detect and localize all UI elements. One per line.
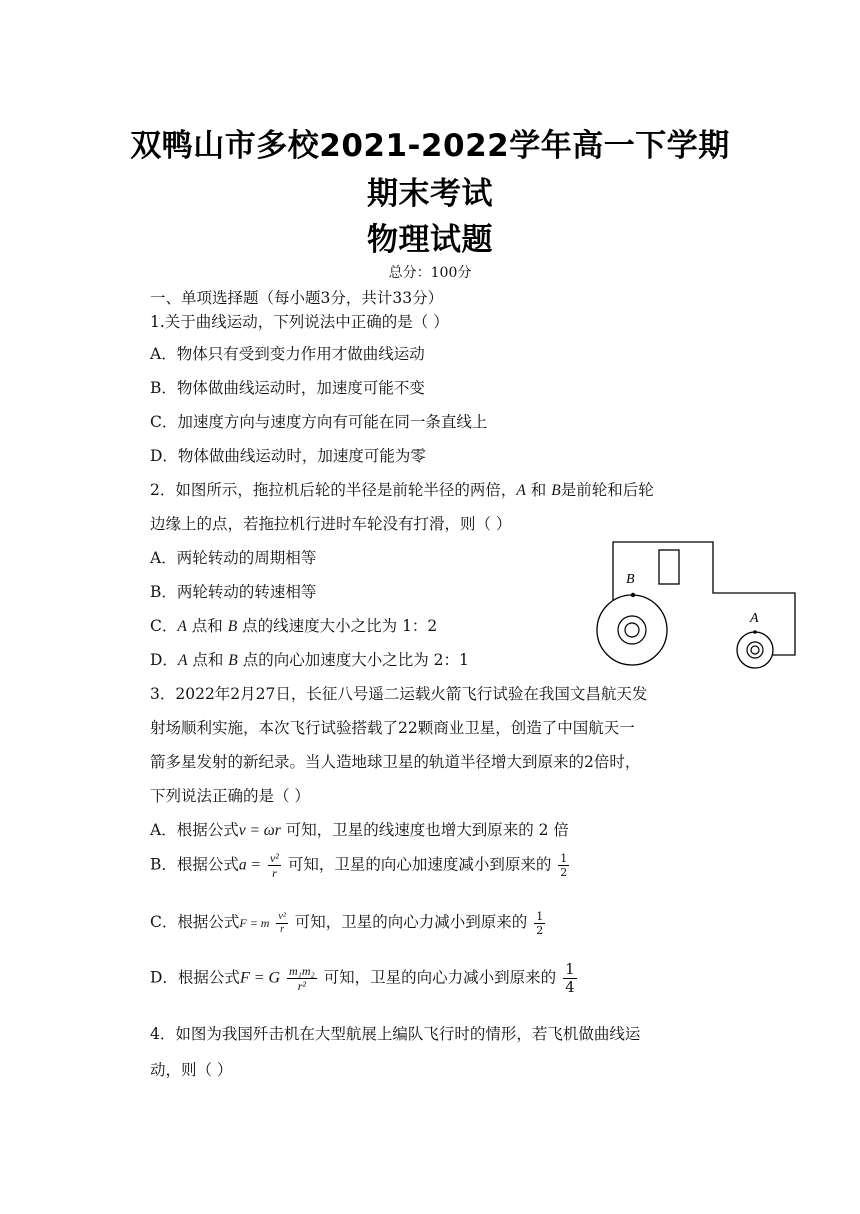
q3-d-ratio-num: 1 [565,960,575,978]
q3-b-ratio [558,853,569,878]
q2-and: 和 [530,481,547,499]
q3-c-lhs: F = m [239,916,270,930]
q3-stem-line3: 箭多星发射的新纪录。当人造地球卫星的轨道半径增大到原来的2倍时， [150,753,641,771]
q1-option-b: B．物体做曲线运动时，加速度可能不变 [150,379,425,397]
q3-d-ratio-den: 4 [565,978,575,996]
q3-c-ratio-num: 1 [536,909,544,923]
q2-option-a: A．两轮转动的周期相等 [150,549,317,567]
q3-a-formula: v = ωr [238,822,281,839]
q3-b-ratio-num: 1 [560,852,568,865]
q4-stem-line1: 4．如图为我国歼击机在大型航展上编队飞行时的情形，若飞机做曲线运 [150,1025,641,1043]
q3-option-b [150,852,571,879]
q2-d-point-a: A [177,652,188,669]
point-a-marker [753,630,757,634]
tractor-diagram [590,538,805,673]
q2-option-d [150,648,469,670]
q3-b-prefix: B．根据公式 [150,855,239,874]
q3-d-prefix: D．根据公式 [150,968,240,987]
q3-c-ratio-den: 2 [536,923,544,937]
q3-d-num: m₁m₂ [289,964,315,978]
q3-b-lhs: a = [238,856,261,874]
q3-option-a [150,818,569,840]
q2-stem-text: 2．如图所示，拖拉机后轮的半径是前轮半径的两倍， [150,481,517,499]
q3-c-formula-fraction [276,912,287,935]
exam-title-line2: 期末考试 [367,176,493,212]
q2-c-prefix: C． [150,617,178,635]
q2-point-a: A [516,482,526,499]
total-score: 总分：100分 [388,265,472,281]
q3-stem-line1: 3．2022年2月27日，长征八号遥二运载火箭飞行试验在我国文昌航天发 [150,685,648,703]
q2-c-mid: 点和 [191,617,223,635]
q2-stem-line1 [150,478,654,500]
section-heading: 一、单项选择题（每小题3分，共计33分） [150,289,444,307]
q2-d-point-b: B [228,652,238,669]
q3-d-lhs: F = G [239,969,281,987]
q3-stem-line2: 射场顺利实施，本次飞行试验搭载了22颗商业卫星，创造了中国航天一 [150,719,635,737]
q2-option-b: B．两轮转动的转速相等 [150,583,317,601]
q1-stem: 1.关于曲线运动，下列说法中正确的是（ ） [150,313,449,331]
q3-d-suffix: 可知，卫星的向心力减小到原来的 [323,968,557,987]
q3-b-ratio-den: 2 [560,866,568,879]
rear-wheel [597,595,667,665]
q2-stem-line2: 边缘上的点，若拖拉机行进时车轮没有打滑，则（ ） [150,515,512,533]
point-a-label: A [750,611,759,626]
q2-c-point-a: A [177,618,187,635]
front-wheel [737,632,773,668]
q3-b-den: r [272,866,277,880]
exam-title-line3: 物理试题 [367,222,493,258]
q3-b-num: v² [269,851,279,865]
point-b-marker [631,593,635,597]
q3-c-num: v² [278,910,286,922]
q3-c-den: r [280,923,285,935]
tractor-window [659,550,679,584]
q2-c-end: 点的线速度大小之比为 1：2 [242,617,438,635]
q2-d-end: 点的向心加速度大小之比为 2：1 [242,651,469,669]
q3-a-suffix: 可知，卫星的线速度也增大到原来的 2 倍 [285,821,569,839]
q3-d-formula-fraction [287,965,317,992]
q2-stem-end: 是前轮和后轮 [560,481,654,499]
q2-point-b: B [551,482,561,499]
q2-c-point-b: B [227,618,238,635]
point-b-label: B [626,572,635,587]
q3-option-d [150,962,579,995]
exam-title-line1: 双鸭山市多校2021-2022学年高一下学期 [130,128,730,164]
q3-d-ratio [563,962,577,995]
q3-c-ratio [534,911,545,936]
q3-b-formula-fraction [268,852,281,879]
q3-stem-line4: 下列说法正确的是（ ） [150,787,310,805]
q1-option-a: A．物体只有受到变力作用才做曲线运动 [150,345,425,363]
q3-c-suffix: 可知，卫星的向心力减小到原来的 [294,913,528,931]
q2-d-prefix: D． [150,651,178,669]
q3-b-suffix: 可知，卫星的向心加速度减小到原来的 [287,855,552,874]
q2-option-c [150,614,437,636]
q2-d-mid: 点和 [192,651,224,669]
q3-d-den: r² [297,979,306,993]
q1-option-c: C．加速度方向与速度方向有可能在同一条直线上 [150,413,488,431]
q1-option-d: D．物体做曲线运动时，加速度可能为零 [150,447,426,465]
q3-a-prefix: A．根据公式 [150,821,239,839]
q3-c-prefix: C．根据公式 [150,913,240,931]
q3-option-c [150,910,547,936]
q4-stem-line2: 动，则（ ） [150,1061,233,1079]
